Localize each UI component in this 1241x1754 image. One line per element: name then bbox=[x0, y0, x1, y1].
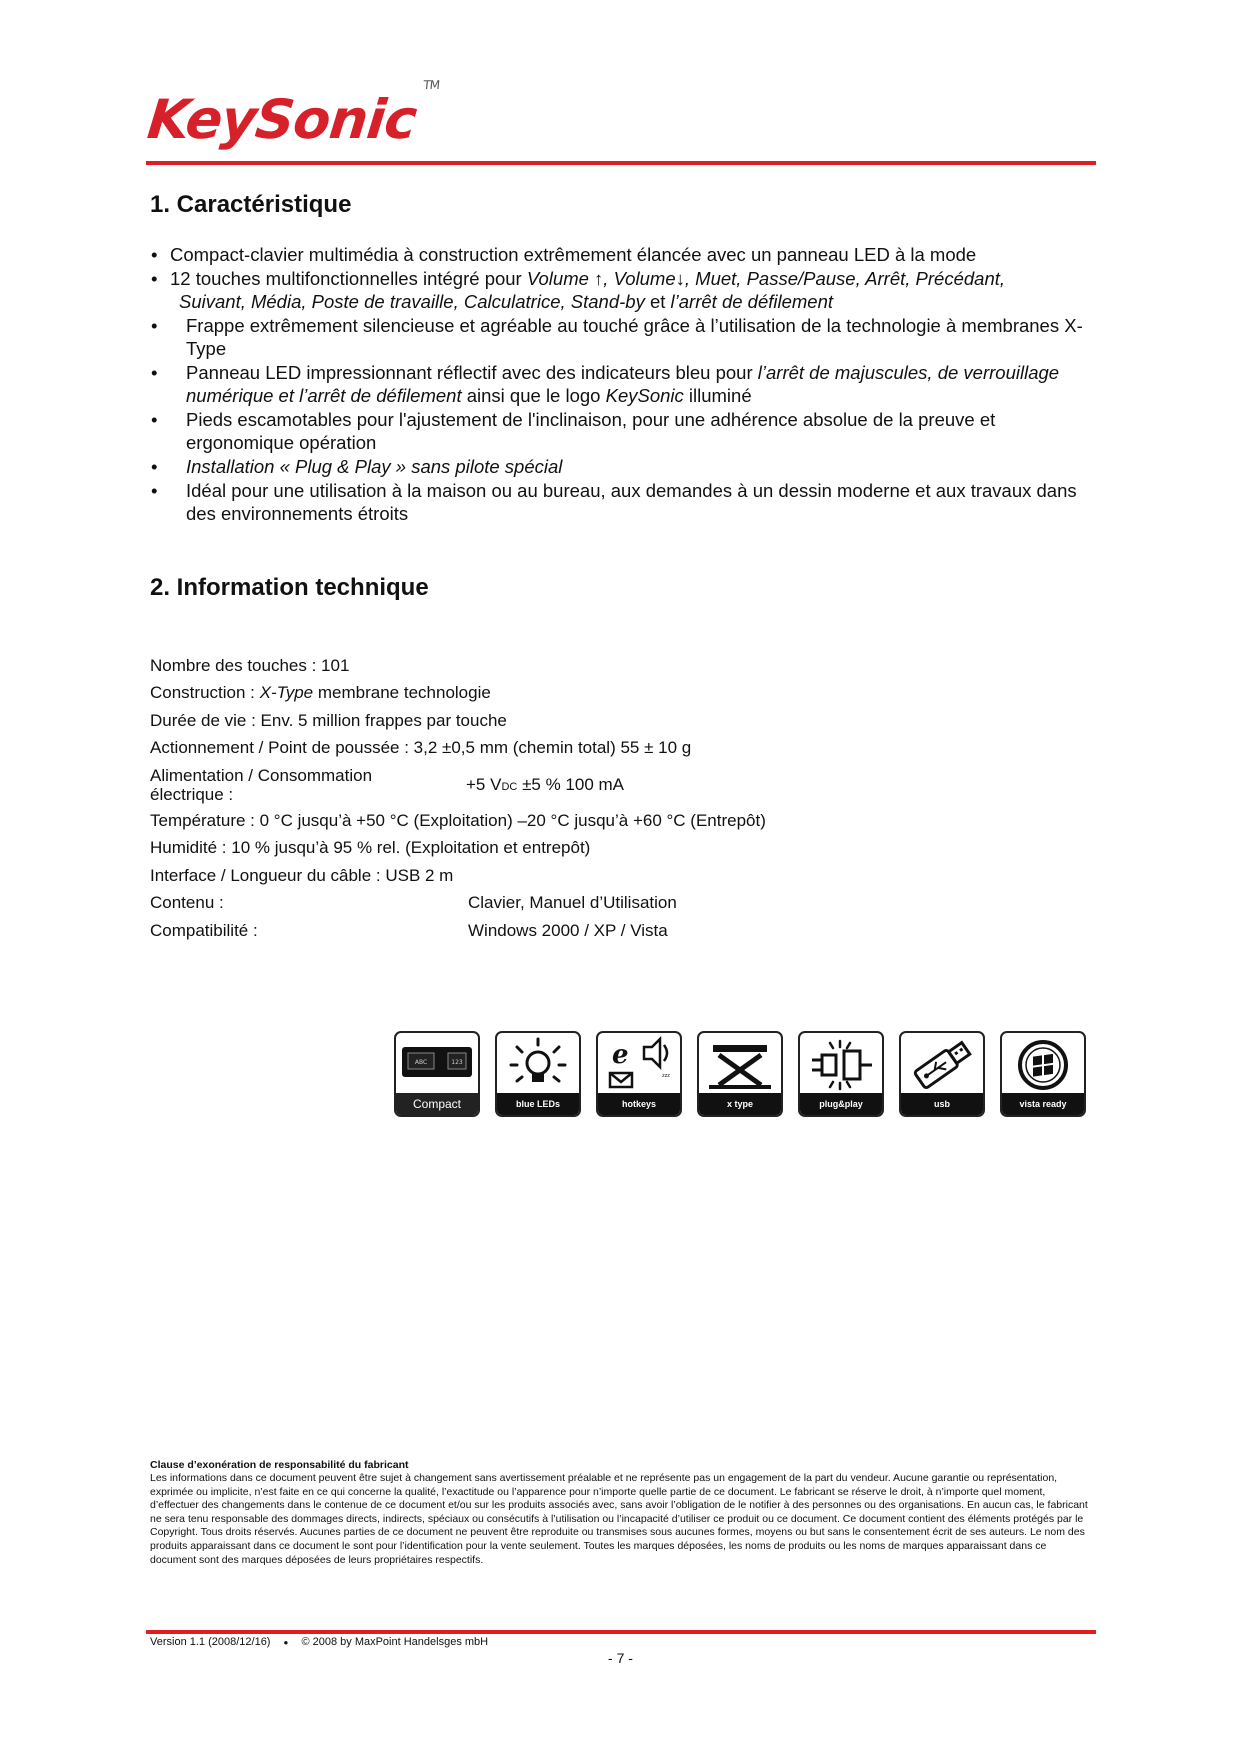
feature-text: Suivant, Média, Poste de travaille, Calculatrice, Stand-by bbox=[179, 291, 645, 312]
feature-text: Volume bbox=[526, 268, 595, 289]
spec-construction-rest: membrane technologie bbox=[313, 683, 491, 702]
hotkeys-icon bbox=[596, 1031, 682, 1117]
compact-icon bbox=[394, 1031, 480, 1117]
page-number: - 7 - bbox=[608, 1650, 633, 1666]
feature-text: Installation « Plug & Play » sans pilote spécial bbox=[186, 456, 563, 477]
feature-item bbox=[150, 408, 1090, 454]
spec-compat-label: Compatibilité : bbox=[150, 921, 258, 940]
spec-power-value bbox=[466, 775, 624, 797]
feature-text: et bbox=[644, 291, 671, 312]
compact-label: Compact bbox=[396, 1093, 478, 1115]
vista-ready-label: vista ready bbox=[1002, 1093, 1084, 1115]
footer-rule bbox=[146, 1630, 1096, 1634]
x-type-label: x type bbox=[699, 1093, 781, 1115]
usb-label: usb bbox=[901, 1093, 983, 1115]
spec-construction bbox=[150, 683, 491, 703]
feature-text: , Muet, Passe/Pause, Arrêt, Précédant, bbox=[684, 268, 1006, 289]
feature-item bbox=[150, 267, 1090, 313]
feature-text: ainsi que le logo bbox=[461, 385, 606, 406]
keysonic-logo bbox=[144, 78, 440, 151]
feature-text: ↓ bbox=[675, 268, 685, 289]
feature-text: Pieds escamotables pour l'ajustement de l'inclinaison, pour une adhérence absolue de la preuve et ergonomique opération bbox=[186, 409, 996, 453]
spec-power-volt: +5 V bbox=[466, 775, 502, 794]
logo-text: KeySonic bbox=[144, 88, 419, 151]
header-rule bbox=[146, 161, 1096, 165]
spec-power-label-1: Alimentation / Consommation bbox=[150, 766, 373, 785]
section-title-technical: 2. Information technique bbox=[150, 574, 429, 601]
feature-item bbox=[150, 479, 1090, 525]
spec-keys: Nombre des touches : 101 bbox=[150, 656, 350, 675]
footer-version: Version 1.1 (2008/12/16) bbox=[150, 1636, 271, 1648]
feature-item bbox=[150, 243, 1090, 266]
feature-text: illuminé bbox=[683, 385, 752, 406]
spec-temperature: Température : 0 °C jusqu’à +50 °C (Exploitation) –20 °C jusqu’à +60 °C (Entrepôt) bbox=[150, 811, 766, 830]
hotkeys-e-glyph: e bbox=[612, 1040, 629, 1070]
plug-play-label: plug&play bbox=[800, 1093, 882, 1115]
vista-ready-icon bbox=[1000, 1031, 1086, 1117]
spec-power-dc: DC bbox=[501, 781, 518, 793]
feature-list bbox=[150, 243, 1090, 526]
feature-text: 12 touches multifonctionnelles intégré pour bbox=[170, 268, 527, 289]
disclaimer-title: Clause d’exonération de responsabilité du fabricant bbox=[150, 1459, 409, 1471]
spec-construction-label: Construction : bbox=[150, 683, 260, 702]
hotkeys-zz: zzz bbox=[662, 1073, 670, 1079]
spec-contents-label: Contenu : bbox=[150, 893, 224, 912]
spec-actuation: Actionnement / Point de poussée : 3,2 ±0,5 mm (chemin total) 55 ± 10 g bbox=[150, 738, 692, 757]
spec-compat-value: Windows 2000 / XP / Vista bbox=[468, 921, 668, 940]
feature-text: KeySonic bbox=[605, 385, 684, 406]
compact-key-abc: ABC bbox=[414, 1059, 428, 1066]
spec-power-current: ±5 % 100 mA bbox=[517, 775, 625, 794]
feature-item bbox=[150, 361, 1090, 407]
plug-play-icon bbox=[798, 1031, 884, 1117]
footer-info bbox=[150, 1636, 488, 1648]
blue-leds-label: blue LEDs bbox=[497, 1093, 579, 1115]
feature-icons bbox=[394, 1031, 1094, 1118]
footer-copyright: © 2008 by MaxPoint Handelsges mbH bbox=[301, 1636, 489, 1648]
trademark: TM bbox=[422, 78, 440, 92]
x-type-icon bbox=[697, 1031, 783, 1117]
feature-text: Idéal pour une utilisation à la maison ou au bureau, aux demandes à un dessin moderne et aux travaux dans des environnements étroits bbox=[186, 480, 1077, 524]
blue-leds-icon bbox=[495, 1031, 581, 1117]
usb-icon bbox=[899, 1031, 985, 1117]
feature-continuation bbox=[170, 290, 1090, 313]
feature-text: Frappe extrêmement silencieuse et agréable au touché grâce à l’utilisation de la technologie à membranes X-Type bbox=[186, 315, 1083, 359]
hotkeys-label: hotkeys bbox=[598, 1093, 680, 1115]
spec-humidity: Humidité : 10 % jusqu’à 95 % rel. (Exploitation et entrepôt) bbox=[150, 838, 591, 857]
spec-life: Durée de vie : Env. 5 million frappes par touche bbox=[150, 711, 507, 730]
footer-separator: ● bbox=[283, 1638, 289, 1647]
feature-item bbox=[150, 455, 1090, 478]
feature-text: l’arrêt de défilement bbox=[670, 291, 834, 312]
feature-text: l’arrêt de majuscules, de verrouillage numérique et l’arrêt de défilement bbox=[186, 362, 1060, 406]
compact-key-123: 123 bbox=[451, 1059, 463, 1066]
spec-interface: Interface / Longueur du câble : USB 2 m bbox=[150, 866, 454, 885]
spec-contents-value: Clavier, Manuel d’Utilisation bbox=[468, 893, 677, 912]
spec-power-label-2: électrique : bbox=[150, 785, 234, 804]
disclaimer-text: Les informations dans ce document peuvent être sujet à changement sans avertissement préalable et ne représente pas un engagement de la part du vendeur. Aucune garantie ou représentation, exprimée ou implicite, n’est faite en ce qui concerne la qualité, l’exactitude ou l’apparence pour n’importe quelle partie de ce document. Le fabricant se réserve le droit, à n’importe quel moment, d’effectuer des changements dans le contenue de ce document et/ou sur les produits associés avec, sans avoir l’obligation de le notifier à des personnes ou des organisations. En aucun cas, le fabricant ne sera tenu responsable des dommages directs, indirects, spéciaux ou consécutifs à l’utilisation ou l’incapacité d’utiliser ce produit ou ce document. Ce document contient des éléments protégés par le Copyright. Tous droits réservés. Aucunes parties de ce document ne peuvent être reproduite ou transmises sous aucunes formes, moyens ou but sans le consentement écrit de ses auteurs. Le nom des produits apparaissant dans ce document le sont pour l’identification pour la vente seulement. Toutes les marques déposées, les noms de produits ou les noms de marques apparaissant dans ce document sont des marques déposées de leurs propriétaires respectifs. bbox=[150, 1472, 1088, 1566]
feature-item bbox=[150, 314, 1090, 360]
spec-construction-type: X-Type bbox=[259, 683, 314, 702]
feature-text: ↑ bbox=[594, 268, 604, 289]
section-title-features: 1. Caractéristique bbox=[150, 191, 352, 218]
feature-text: , Volume bbox=[603, 268, 676, 289]
feature-text: Panneau LED impressionnant réflectif avec des indicateurs bleu pour bbox=[186, 362, 758, 383]
feature-text: Compact-clavier multimédia à construction extrêmement élancée avec un panneau LED à la mode bbox=[170, 244, 977, 265]
